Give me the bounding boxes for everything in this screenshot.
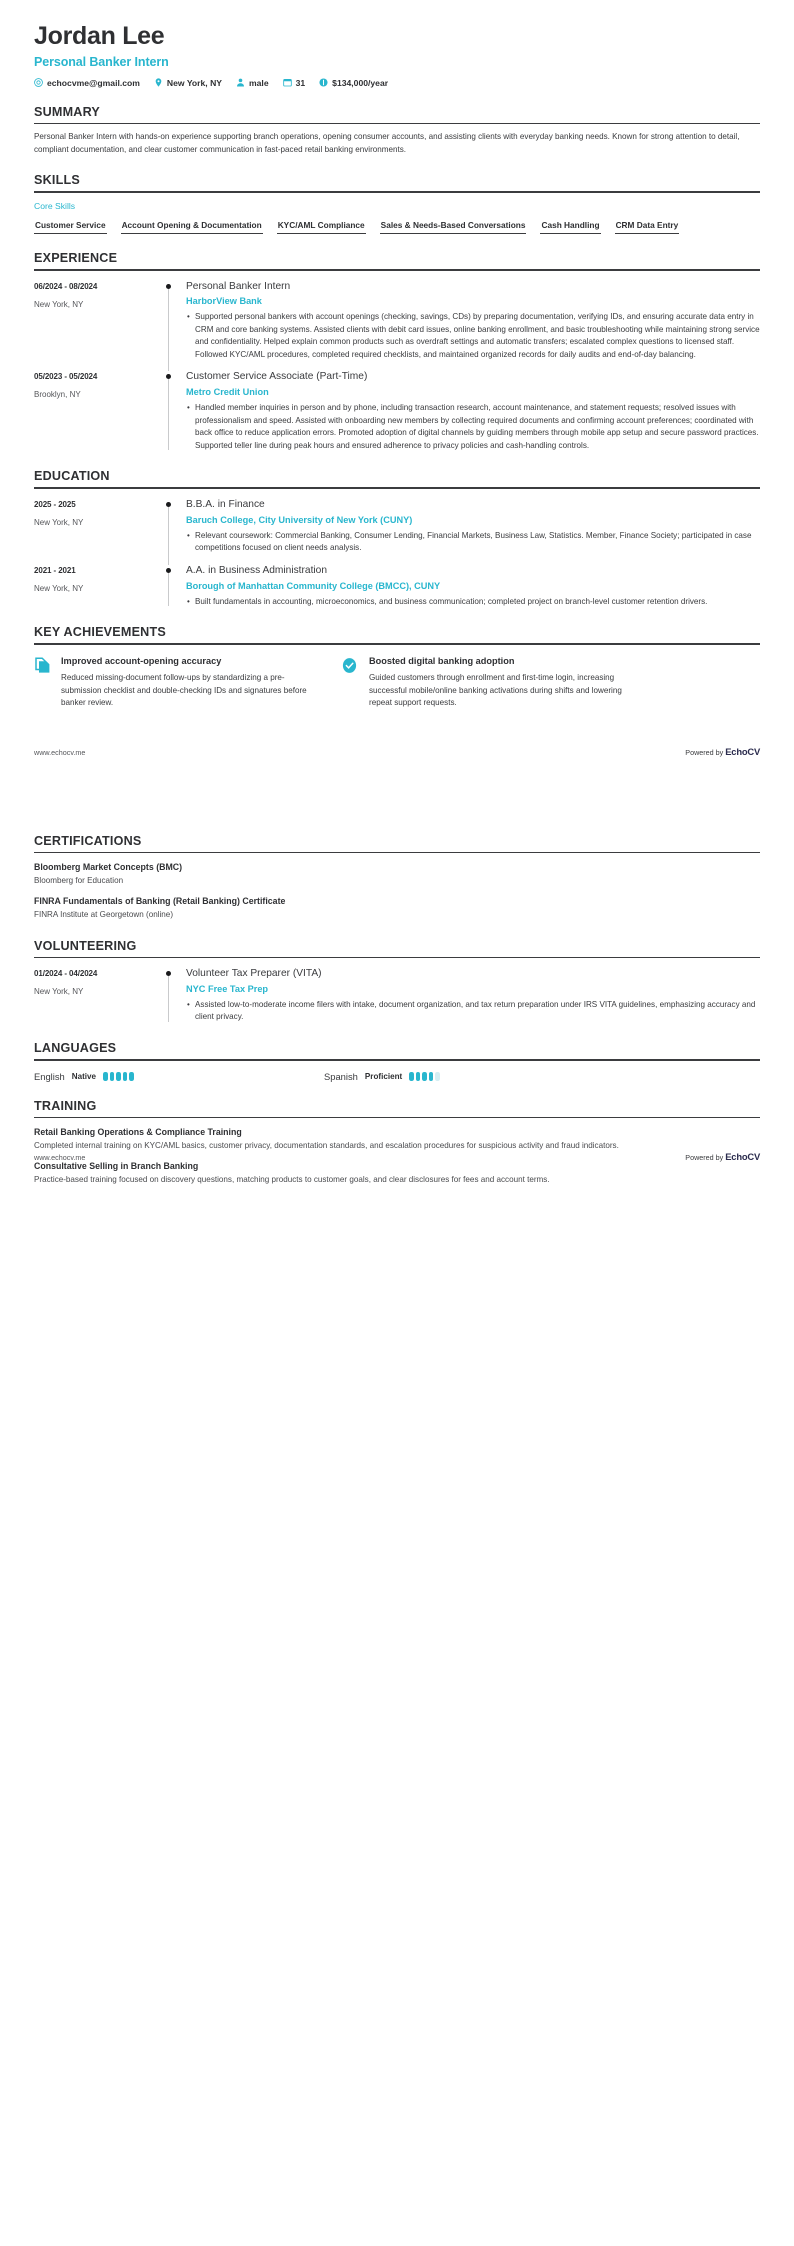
- contact-location: [154, 78, 222, 88]
- location-pin-icon: [154, 78, 163, 87]
- training-description: Practice-based training focused on discovery questions, matching products to customer goals, and clear disclosures for fees and account terms.: [34, 1175, 550, 1185]
- rating-dot: [123, 1072, 128, 1081]
- entry-content: [184, 371, 760, 452]
- entry-location: New York, NY: [34, 517, 84, 527]
- resume-header: [34, 0, 760, 88]
- divider: [34, 123, 760, 125]
- entry-role: Personal Banker Intern: [186, 280, 291, 292]
- timeline-marker: [162, 281, 184, 362]
- divider: [34, 852, 760, 854]
- divider: [34, 487, 760, 489]
- contact-email-text: echocvme@gmail.com: [47, 77, 140, 88]
- entry-location: New York, NY: [34, 299, 84, 309]
- entry-date: 06/2024 - 08/2024: [34, 281, 98, 291]
- bullet-item: [186, 311, 760, 361]
- certification-item: [34, 896, 760, 921]
- entry-date: 2021 - 2021: [34, 565, 76, 575]
- entry-bullets: [186, 596, 760, 609]
- language-rating: [103, 1072, 134, 1081]
- volunteering-entry: [34, 968, 760, 1024]
- language-level: Native: [71, 1071, 97, 1081]
- entry-role: Volunteer Tax Preparer (VITA): [186, 968, 322, 980]
- section-experience: [34, 251, 760, 452]
- email-icon: [34, 78, 43, 87]
- rating-dot-empty: [435, 1072, 440, 1081]
- entry-organization: Metro Credit Union: [186, 387, 269, 398]
- volunteering-heading: VOLUNTEERING: [34, 938, 137, 953]
- entry-content: [184, 281, 760, 362]
- timeline-marker: [162, 499, 184, 555]
- bullet-dot-icon: •: [187, 596, 190, 606]
- skill-item: KYC/AML Compliance: [277, 216, 366, 234]
- entry-content: [184, 968, 760, 1024]
- timeline-line: [168, 289, 169, 372]
- language-rating: [409, 1072, 440, 1081]
- check-circle-icon: [342, 655, 360, 710]
- rating-dot: [129, 1072, 134, 1081]
- bullet-text: Handled member inquiries in person and by phone, including transaction research, account maintenance, and statement requests; resolved issues with professionalism and speed. Assisted with onboarding new members by collecting required documents and confirming account preferences; coordinated with back office to reduce application errors. Promoted adoption of digital channels by guiding members through mobile app setup and secure password practices. Supported teller line during peak hours and ensured adherence to privacy policies and cash-handling controls.: [195, 403, 759, 450]
- achievement-description: Reduced missing-document follow-ups by standardizing a pre-submission checklist and double-checking IDs and signatures before banker review.: [61, 673, 307, 708]
- certification-name: Bloomberg Market Concepts (BMC): [34, 862, 183, 873]
- language-name: English: [34, 1070, 65, 1082]
- section-languages: [34, 1041, 760, 1082]
- footer-website[interactable]: www.echocv.me: [34, 1153, 86, 1163]
- footer-website[interactable]: www.echocv.me: [34, 747, 86, 757]
- bullet-dot-icon: •: [187, 403, 190, 413]
- languages-heading: LANGUAGES: [34, 1040, 117, 1055]
- training-name: Retail Banking Operations & Compliance Training: [34, 1127, 242, 1138]
- rating-dot: [409, 1072, 414, 1081]
- languages-grid: [34, 1071, 760, 1082]
- person-icon: [236, 78, 245, 87]
- divider: [34, 643, 760, 645]
- summary-heading: SUMMARY: [34, 104, 100, 119]
- skill-item: CRM Data Entry: [615, 216, 680, 234]
- documents-icon: [34, 655, 52, 710]
- achievement-content: [61, 655, 324, 710]
- summary-text: Personal Banker Intern with hands-on experience supporting branch operations, opening consumer accounts, and assisting clients with everyday banking needs. Known for strong attention to detail, compliant documentation, and clear customer communication in fast-paced retail banking environments.: [34, 132, 740, 154]
- section-certifications: [34, 834, 760, 922]
- bullet-text: Relevant coursework: Commercial Banking, Consumer Lending, Financial Markets, Business Law, Statistics. Member, Finance Society; participated in case competitions focused on client needs analysis.: [195, 530, 752, 553]
- rating-dot: [429, 1072, 434, 1081]
- entry-meta: [34, 281, 162, 362]
- entry-meta: [34, 499, 162, 555]
- entry-bullets: [186, 999, 760, 1024]
- certification-issuer: Bloomberg for Education: [34, 876, 124, 886]
- certifications-heading: CERTIFICATIONS: [34, 833, 142, 848]
- bullet-item: [186, 596, 760, 609]
- entry-organization: HarborView Bank: [186, 296, 262, 307]
- skill-item: Sales & Needs-Based Conversations: [380, 216, 527, 234]
- experience-entry: [34, 281, 760, 362]
- section-training: [34, 1099, 760, 1187]
- page-break-spacer: [34, 757, 760, 817]
- entry-location: New York, NY: [34, 987, 84, 997]
- entry-location: New York, NY: [34, 583, 84, 593]
- rating-dot: [422, 1072, 427, 1081]
- timeline-marker: [162, 565, 184, 608]
- contact-gender-text: male: [249, 77, 269, 88]
- skills-heading: SKILLS: [34, 173, 80, 188]
- contact-row: [34, 78, 760, 88]
- contact-age: [283, 78, 306, 88]
- entry-date: 01/2024 - 04/2024: [34, 969, 98, 979]
- entry-bullets: [186, 402, 760, 452]
- skill-item: Cash Handling: [540, 216, 600, 234]
- entry-school: Baruch College, City University of New York (CUNY): [186, 514, 413, 525]
- candidate-name: Jordan Lee: [34, 22, 165, 50]
- education-entry: [34, 565, 760, 608]
- skills-list: [34, 214, 760, 234]
- entry-location: Brooklyn, NY: [34, 390, 81, 400]
- achievement-item: [342, 655, 632, 710]
- language-level: Proficient: [364, 1071, 403, 1081]
- training-item: [34, 1161, 760, 1186]
- calendar-icon: [283, 78, 292, 87]
- rating-dot: [110, 1072, 115, 1081]
- section-skills: [34, 173, 760, 234]
- footer-powered-by: [685, 746, 760, 757]
- bullet-item: [186, 999, 760, 1024]
- footer-brand: EchoCV: [725, 745, 760, 757]
- contact-gender: [236, 78, 269, 88]
- skills-category-label: Core Skills: [34, 201, 76, 211]
- achievement-title: Boosted digital banking adoption: [369, 655, 515, 666]
- section-key-achievements: [34, 625, 760, 710]
- training-description: Completed internal training on KYC/AML basics, customer privacy, documentation standards, and escalation procedures for suspicious activity and fraud indicators.: [34, 1141, 619, 1151]
- entry-degree: B.B.A. in Finance: [186, 498, 265, 510]
- entry-bullets: [186, 311, 760, 361]
- timeline-marker: [162, 968, 184, 1024]
- timeline-line: [168, 976, 169, 1022]
- footer-powered-by: [685, 1151, 760, 1162]
- bullet-text: Assisted low-to-moderate income filers with intake, document organization, and tax return preparation under IRS VITA guidelines, emphasizing accuracy and client privacy.: [195, 999, 756, 1022]
- skill-item: Account Opening & Documentation: [121, 216, 263, 234]
- language-item: [324, 1071, 614, 1082]
- contact-salary-text: $134,000/year: [332, 77, 389, 88]
- footer-brand: EchoCV: [725, 1151, 760, 1163]
- entry-meta: [34, 371, 162, 452]
- entry-degree: A.A. in Business Administration: [186, 564, 327, 576]
- timeline-line: [168, 507, 169, 565]
- contact-location-text: New York, NY: [166, 77, 223, 88]
- key-achievements-grid: [34, 655, 760, 710]
- bullet-item: [186, 530, 760, 555]
- section-education: [34, 469, 760, 608]
- timeline-line: [168, 573, 169, 606]
- training-name: Consultative Selling in Branch Banking: [34, 1161, 199, 1172]
- page-footer: [34, 1151, 760, 1162]
- salary-icon: [319, 78, 328, 87]
- education-entry: [34, 499, 760, 555]
- candidate-job-title: Personal Banker Intern: [34, 54, 169, 69]
- achievement-content: [369, 655, 632, 710]
- section-volunteering: [34, 939, 760, 1024]
- bullet-item: [186, 402, 760, 452]
- training-heading: TRAINING: [34, 1098, 97, 1113]
- divider: [34, 1117, 760, 1119]
- education-heading: EDUCATION: [34, 469, 110, 484]
- section-summary: [34, 105, 760, 157]
- entry-date: 2025 - 2025: [34, 499, 76, 509]
- divider: [34, 191, 760, 193]
- achievement-description: Guided customers through enrollment and first-time login, increasing successful mobile/online banking activations during shifts and lowering repeat support requests.: [369, 673, 622, 708]
- entry-bullets: [186, 530, 760, 555]
- contact-age-text: 31: [295, 77, 306, 88]
- training-item: [34, 1127, 760, 1152]
- divider: [34, 269, 760, 271]
- entry-meta: [34, 968, 162, 1024]
- language-name: Spanish: [324, 1070, 358, 1082]
- entry-content: [184, 499, 760, 555]
- experience-heading: EXPERIENCE: [34, 251, 118, 265]
- experience-entry: [34, 371, 760, 452]
- footer-powered-prefix: Powered by: [685, 1153, 726, 1163]
- skill-item: Customer Service: [34, 216, 107, 234]
- contact-salary: [319, 78, 388, 88]
- entry-meta: [34, 565, 162, 608]
- rating-dot: [116, 1072, 121, 1081]
- entry-organization: NYC Free Tax Prep: [186, 983, 269, 994]
- entry-content: [184, 565, 760, 608]
- divider: [34, 957, 760, 959]
- rating-dot: [416, 1072, 421, 1081]
- entry-school: Borough of Manhattan Community College (BMCC), CUNY: [186, 580, 441, 591]
- achievement-item: [34, 655, 324, 710]
- bullet-dot-icon: •: [187, 530, 190, 540]
- bullet-dot-icon: •: [187, 312, 190, 322]
- entry-date: 05/2023 - 05/2024: [34, 372, 98, 382]
- timeline-marker: [162, 371, 184, 452]
- footer-powered-prefix: Powered by: [685, 747, 726, 757]
- achievement-title: Improved account-opening accuracy: [61, 655, 222, 666]
- divider: [34, 1059, 760, 1061]
- certification-issuer: FINRA Institute at Georgetown (online): [34, 910, 174, 920]
- entry-role: Customer Service Associate (Part-Time): [186, 371, 368, 383]
- page-footer: [34, 746, 760, 757]
- certification-name: FINRA Fundamentals of Banking (Retail Banking) Certificate: [34, 896, 286, 907]
- bullet-text: Supported personal bankers with account openings (checking, savings, CDs) by preparing documentation, verifying IDs, and ensuring accurate data entry in CRM and core banking systems. Assisted clients with debit card issues, online banking enrollment, and basic troubleshooting while maintaining strong service and confidentiality. Helped explain common products such as overdraft settings and automatic transfers; escalated complex questions to licensed staff. Followed KYC/AML procedures, completed required checklists, and maintained organized records for daily audits and end-of-day balancing.: [195, 312, 760, 359]
- key-achievements-heading: KEY ACHIEVEMENTS: [34, 625, 166, 640]
- language-item: [34, 1071, 324, 1082]
- rating-dot: [103, 1072, 108, 1081]
- timeline-line: [168, 379, 169, 450]
- contact-email[interactable]: [34, 78, 140, 88]
- certification-item: [34, 862, 760, 887]
- bullet-dot-icon: •: [187, 999, 190, 1009]
- bullet-text: Built fundamentals in accounting, microeconomics, and business communication; completed project on branch-level customer retention drivers.: [195, 596, 708, 606]
